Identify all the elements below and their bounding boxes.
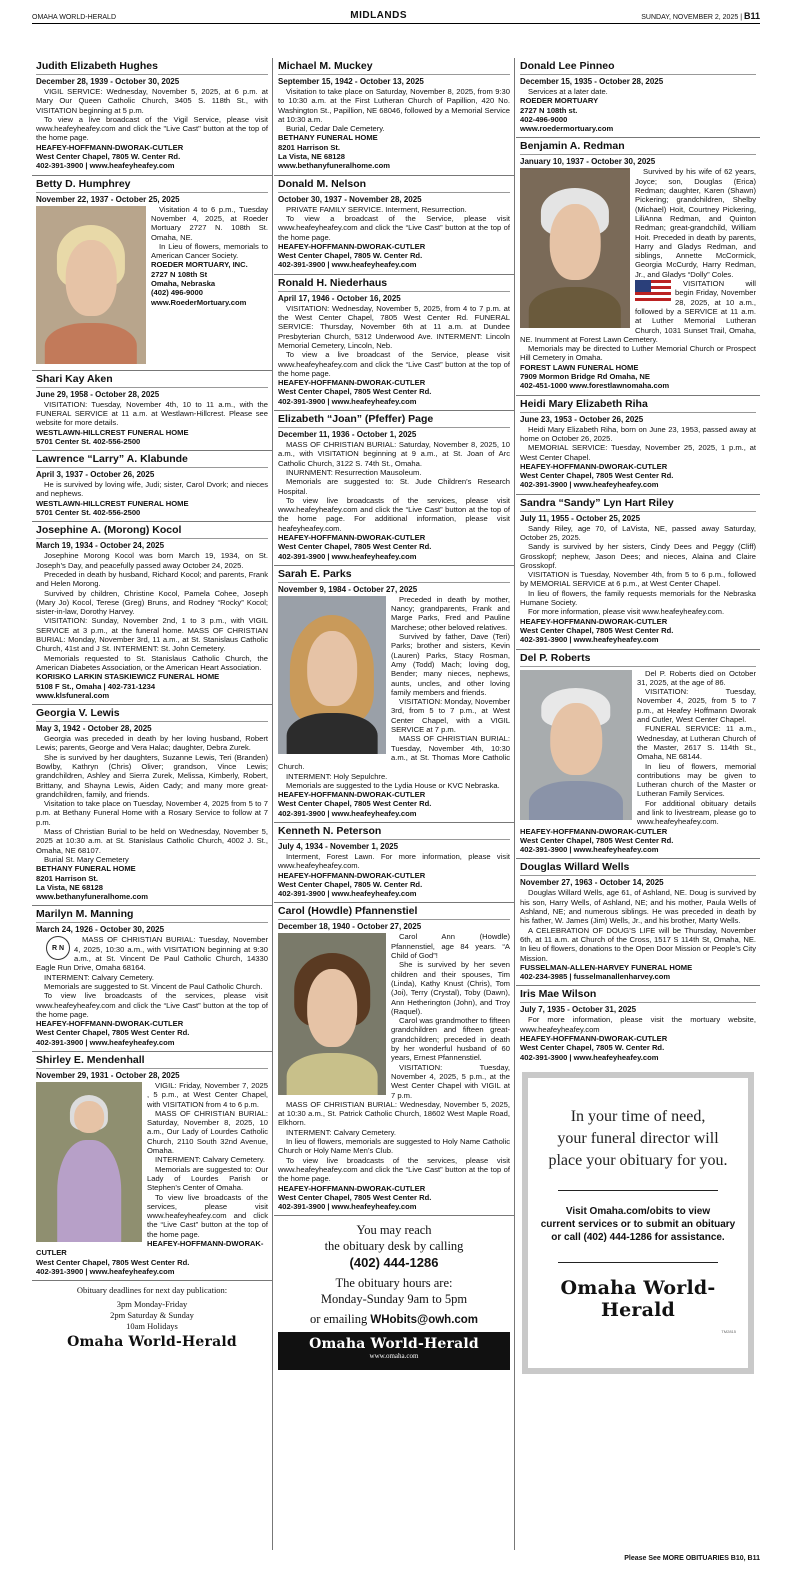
obit-name: Michael M. Muckey bbox=[278, 60, 510, 75]
obit-text: PRIVATE FAMILY SERVICE. Interment, Resurrection. bbox=[286, 204, 467, 214]
obit-text: VISITATION will begin Friday, November 28, 2025, at 10 a.m., followed by a SERVICE at 11 a.m. at Luther Memorial Lutheran Church, 1031 Sunset Trail, Omaha, NE. Inurnment at Forest Lawn Cemetery. bbox=[520, 279, 756, 344]
ad-cta: current services or to submit an obituary bbox=[540, 1218, 736, 1230]
obit-text: VISITATION is Tuesday, November 4th, from 5 to 6 p.m., followed by MEMORIAL SERVICE at 6 p.m., at West Center Chapel. bbox=[520, 570, 756, 589]
obit-dates: November 27, 1963 - October 14, 2025 bbox=[520, 878, 664, 888]
obit-text: Georgia was preceded in death by her loving husband, Robert Lewis; parents, George and Vera Halac; daughter, Debra Zurek. bbox=[36, 734, 268, 753]
obituary-redman bbox=[516, 138, 760, 395]
obit-text: MASS OF CHRISTIAN BURIAL: Tuesday, November 4, 2025, 10:30 a.m., with VISITATION beginning at 9:30 a.m., at St. Vincent De Paul Catholic Church, 14330 Eagle Run Drive, Omaha 68164. bbox=[36, 935, 268, 973]
obit-name: Benjamin A. Redman bbox=[520, 140, 756, 155]
funeral-home: HEAFEY-HOFFMANN-DWORAK-CUTLER bbox=[278, 532, 426, 542]
deadline-weekend: 2pm Saturday & Sunday bbox=[110, 1310, 194, 1321]
obit-text: Memorials may be directed to Luther Memorial Church or Prospect Hill Cemetery in Omaha. bbox=[520, 344, 756, 363]
obituary-niederhaus bbox=[274, 275, 514, 411]
more-obituaries-note: Please See MORE OBITUARIES B10, B11 bbox=[624, 1555, 760, 1562]
obituary-nelson bbox=[274, 176, 514, 275]
funeral-home-address: 7909 Mormon Bridge Rd Omaha, NE bbox=[520, 372, 650, 382]
obit-text: VISITATION: Tuesday, November 4, 2025, 5 p.m., at the West Center Chapel with VIGIL at 7 p.m. bbox=[391, 1062, 510, 1100]
portrait-photo bbox=[520, 670, 632, 820]
funeral-home: HEAFEY-HOFFMANN-DWORAK-CUTLER bbox=[278, 790, 426, 800]
funeral-home: ROEDER MORTUARY bbox=[520, 96, 599, 106]
obit-text: Visitation 4 to 6 p.m., Tuesday November 4, 2025, at Roeder Mortuary 2727 N. 108th St. Omaha, NE. bbox=[151, 204, 268, 242]
obit-name: Josephine A. (Morong) Kocol bbox=[36, 524, 268, 539]
funeral-home: HEAFEY-HOFFMANN-DWORAK-CUTLER bbox=[520, 616, 668, 626]
obit-text: Carol Ann (Howdle) Pfannenstiel, age 84 years. “A Child of God”! bbox=[391, 932, 510, 961]
ad-divider bbox=[558, 1262, 718, 1263]
obit-text: INTERMENT: Holy Sepulchre. bbox=[286, 771, 388, 781]
funeral-home-address: 2727 N 108th st. bbox=[520, 105, 578, 115]
funeral-home: ROEDER MORTUARY, INC. bbox=[151, 260, 248, 270]
funeral-home-address: West Center Chapel, 7805 West Center Rd. bbox=[278, 387, 432, 397]
portrait-photo bbox=[278, 596, 386, 754]
page-number: B11 bbox=[743, 11, 760, 21]
obit-text: In lieu of flowers, memorial contributions may be given to Lutheran church of the Master or Lutheran Family Services. bbox=[637, 761, 756, 799]
obit-text: MASS OF CHRISTIAN BURIAL: Saturday, November 8, 2025, 10 a.m., with VISITATION beginning at 9 a.m., at St. Joan of Arc Catholic Church, 3122 S. 74th St., Omaha. bbox=[278, 440, 510, 468]
owh-logo: Omaha World-Herald bbox=[309, 1336, 479, 1353]
funeral-home: HEAFEY-HOFFMANN-DWORAK-CUTLER bbox=[520, 461, 668, 471]
funeral-home-address: West Center Chapel, 7805 West Center Rd. bbox=[36, 1257, 190, 1267]
funeral-home-contact: 402-391-3900 | www.heafeyheafey.com bbox=[36, 1266, 175, 1276]
funeral-home: FOREST LAWN FUNERAL HOME bbox=[520, 362, 639, 372]
obituary-aken bbox=[32, 371, 272, 451]
obit-text: To view a broadcast of the Service, please visit www.heafeyheafey.com and click the “Live Cast” button at the top of the home page. bbox=[278, 213, 510, 242]
funeral-home: WESTLAWN-HILLCREST FUNERAL HOME bbox=[36, 427, 189, 437]
funeral-home-phone: (402) 496-9000 bbox=[151, 288, 203, 298]
funeral-home-address: West Center Chapel, 7805 West Center Rd. bbox=[520, 625, 674, 635]
funeral-home-contact: 402-234-3985 | fusselmanallenharvey.com bbox=[520, 972, 671, 982]
obit-text: VIGIL SERVICE: Wednesday, November 5, 2025, at 6 p.m. at Mary Our Queen Catholic Church, 3405 S. 118th St., with VISITATION beginning at 5 p.m. bbox=[36, 87, 268, 115]
deadline-heading: Obituary deadlines for next day publication: bbox=[76, 1285, 228, 1296]
funeral-home-address: West Center Chapel, 7805 West Center Rd. bbox=[278, 799, 432, 809]
ad-tagline: place your obituary for you. bbox=[548, 1151, 728, 1169]
funeral-home: HEAFEY-HOFFMANN-DWORAK-CUTLER bbox=[36, 142, 184, 152]
obit-text: Preceded in death by mother, Nancy; grandparents, Frank and Marge Parks, Fred and Pauline Marchese; other beloved relatives. bbox=[391, 594, 510, 632]
obit-text: Carol was grandmother to fifteen grandchildren and fifteen great-grandchildren; preceded in death by her wonderful husband of 60 years, Ernest Pfannenstiel. bbox=[391, 1016, 510, 1063]
obit-dates: September 15, 1942 - October 13, 2025 bbox=[278, 77, 424, 86]
obit-text: He is survived by loving wife, Judi; sister, Carol Dvork; and nieces and nephews. bbox=[36, 480, 268, 499]
obit-name: Donald Lee Pinneo bbox=[520, 60, 756, 75]
funeral-home-address: West Center Chapel, 7805 West Center Rd. bbox=[36, 1028, 190, 1038]
masthead bbox=[32, 10, 760, 24]
obit-text: To view live broadcasts of the services, please visit www.heafeyheafey.com and click the “Live Cast” button at the top of the home page. bbox=[36, 991, 268, 1019]
obit-text: MASS OF CHRISTIAN BURIAL: Wednesday, November 5, 2025, at 10:30 a.m., St. Patrick Catholic Church, 18602 West Maple Road, Elkhorn. bbox=[278, 1099, 510, 1128]
funeral-home-city: Omaha, Nebraska bbox=[151, 279, 216, 289]
obit-dates: March 24, 1926 - October 30, 2025 bbox=[36, 925, 165, 935]
obituary-mendenhall bbox=[32, 1052, 272, 1281]
obit-text: Heidi Mary Elizabeth Riha, born on June 23, 1953, passed away at home on October 26, 2025. bbox=[520, 424, 756, 443]
obit-name: Judith Elizabeth Hughes bbox=[36, 60, 268, 75]
desk-text: the obituary desk by calling bbox=[324, 1239, 464, 1254]
funeral-home-address: West Center Chapel, 7805 W. Center Rd. bbox=[520, 1043, 665, 1053]
funeral-home-contact: 402-391-3900 | www.heafeyheafey.com bbox=[278, 551, 417, 561]
funeral-home: FUSSELMAN-ALLEN-HARVEY FUNERAL HOME bbox=[520, 962, 693, 972]
obit-text: Interment, Forest Lawn. For more information, please visit www.heafeyheafey.com. bbox=[278, 852, 510, 871]
obit-text: To view live broadcasts of the services, please visit www.heafeyheafey.com and click the “Live Cast” button at the top of the home page. bbox=[278, 1155, 510, 1184]
obit-text: For more information, please visit the mortuary website, www.heafeyheafey.com bbox=[520, 1015, 756, 1034]
funeral-home-address: West Center Chapel, 7805 West Center Rd. bbox=[520, 471, 674, 481]
obit-dates: July 7, 1935 - October 31, 2025 bbox=[520, 1005, 637, 1015]
obit-text: Memorials are suggested to: St. Jude Children’s Research Hospital. bbox=[278, 477, 510, 496]
obituary-wells bbox=[516, 859, 760, 986]
obituary-humphrey bbox=[32, 176, 272, 371]
obit-name: Carol (Howdle) Pfannenstiel bbox=[278, 905, 510, 920]
funeral-home: HEAFEY-HOFFMANN-DWORAK-CUTLER bbox=[278, 378, 426, 388]
column-3 bbox=[516, 58, 760, 1550]
obit-dates: November 22, 1937 - October 25, 2025 bbox=[36, 194, 180, 204]
obit-text: MASS OF CHRISTIAN BURIAL: Saturday, November 8, 2025, 10 a.m., Our Lady of Lourdes Catholic Church, 2110 South 32nd Avenue, Omaha. bbox=[147, 1108, 268, 1156]
obit-text: In lieu of flowers, memorials are suggested to Holy Name Catholic Church or Holy Name Men’s Club. bbox=[278, 1137, 510, 1156]
obituary-lewis bbox=[32, 705, 272, 906]
obituary-desk-notice bbox=[274, 1216, 514, 1370]
obit-name: Iris Mae Wilson bbox=[520, 988, 756, 1003]
obituary-manning bbox=[32, 906, 272, 1052]
ad-tagline: In your time of need, bbox=[570, 1107, 706, 1125]
obit-text: VIGIL: Friday, November 7, 2025 , 5 p.m., at West Center Chapel, with VISITATION from 4 to 6 p.m. bbox=[147, 1081, 268, 1109]
deadline-weekday: 3pm Monday-Friday bbox=[116, 1299, 188, 1310]
portrait-photo bbox=[36, 1082, 142, 1242]
obit-text: INTERMENT: Calvary Cemetery. bbox=[155, 1155, 265, 1165]
obit-text: Preceded in death by husband, Richard Kocol; and parents, Frank and Helen Morong. bbox=[36, 569, 268, 589]
ad-divider bbox=[558, 1190, 718, 1191]
funeral-home: HEAFEY-HOFFMANN-DWORAK-CUTLER bbox=[520, 1034, 668, 1044]
ad-cta: or call (402) 444-1286 for assistance. bbox=[551, 1231, 725, 1243]
obit-dates: March 19, 1934 - October 24, 2025 bbox=[36, 541, 165, 551]
obit-text: VISITATION: Tuesday, November 4th, 10 to 11 a.m., with the FUNERAL SERVICE at 11 a.m. at Westlawn-Hillcrest. Please see website for more details. bbox=[36, 399, 268, 428]
portrait-photo bbox=[278, 933, 386, 1095]
obit-text: To view live broadcasts of the services, please visit www.heafeyheafey.com and click the “Live Cast” button at the top of the home page. For additional information, please visit heafeyheafey.com. bbox=[278, 495, 510, 533]
obit-text: Memorials requested to St. Stanislaus Catholic Church, the American Diabetes Association, or the American Heart Association. bbox=[36, 653, 268, 672]
funeral-home-address: West Center Chapel, 7805 W. Center Rd. bbox=[36, 152, 181, 162]
obit-text: Survived by father, Dave (Teri) Parks; brother and sisters, Kevin (Lauren) Parks, Stacy Rosman, Amy (Todd) Mach; loving dog, Bender; many nieces, nephews, aunts, uncles, and other loving family members and friends. bbox=[391, 632, 510, 697]
obit-name: Marilyn M. Manning bbox=[36, 908, 268, 923]
obituary-roberts bbox=[516, 650, 760, 860]
funeral-home-address: 2727 N 108th St bbox=[151, 269, 208, 279]
obit-text: She is survived by her seven children and their spouses, Tim (Linda), Kathy Knust (Chris), Tom (Joi), Terry (Crystal), Toby (Dawn), Ann Hetherington (John), and Troy (Raquel). bbox=[391, 960, 510, 1016]
obit-text: She is survived by her daughters, Suzanne Lewis, Teri (Branden) Bowlby, Kathryn (Chris) Oliver; grandson, Vince Lewis; grandchildren, Ashley and Sierra Zurek, Melissa, Kimberly, Robert, Brittany, and Shayna Lewis, Aiden Cady; and many more great-grandchildren, family, and friends. bbox=[36, 752, 268, 799]
desk-phone: (402) 444-1286 bbox=[349, 1255, 439, 1271]
funeral-home-address: 8201 Harrison St. bbox=[36, 873, 99, 883]
obit-text: To view a live broadcast of the Vigil Service, please visit www.heafeyheafey.com and click the "Live Cast" button at the top of the home page. bbox=[36, 114, 268, 143]
obituary-klabunde bbox=[32, 451, 272, 522]
obit-dates: June 23, 1953 - October 26, 2025 bbox=[520, 414, 644, 424]
desk-hours: Monday-Sunday 9am to 5pm bbox=[320, 1292, 468, 1307]
funeral-home: HEAFEY-HOFFMANN-DWORAK-CUTLER bbox=[278, 1183, 426, 1193]
funeral-home-address: West Center Chapel, 7805 West Center Rd. bbox=[278, 542, 432, 552]
obituary-parks bbox=[274, 566, 514, 823]
obit-text: Visitation to take place on Tuesday, November 4, 2025 from 5 to 7 p.m. at Bethany Funeral Home with a Rosary Service to follow at 7 p.m. bbox=[36, 799, 268, 827]
obit-text: INURNMENT: Resurrection Mausoleum. bbox=[286, 467, 422, 477]
obit-dates: May 3, 1942 - October 28, 2025 bbox=[36, 724, 152, 734]
funeral-home-contact: 402-391-3900 | www.heafeyheafey.com bbox=[36, 1037, 175, 1047]
portrait-photo bbox=[36, 206, 146, 364]
funeral-home-contact: 402-391-3900 | www.heafeyheafey.com bbox=[278, 889, 417, 899]
ad-tagline: your funeral director will bbox=[557, 1129, 719, 1147]
obit-name: Ronald H. Niederhaus bbox=[278, 277, 510, 292]
funeral-home-contact: 402-451-1000 www.forestlawnomaha.com bbox=[520, 381, 670, 391]
owh-logo: Omaha World-Herald bbox=[67, 1334, 237, 1351]
obit-text: Josephine Morong Kocol was born March 19, 1934, on St. Joseph’s Day, and peacefully passed away October 24, 2025. bbox=[36, 551, 268, 570]
obit-text: Mass of Christian Burial to be held on Wednesday, November 5, 2025 at 10:30 a.m. at St. Stanislaus Catholic Church, 4002 J. St., Omaha, NE 68107. bbox=[36, 827, 268, 855]
obit-text: In lieu of flowers, the family requests memorials for the Nebraska Humane Society. bbox=[520, 588, 756, 608]
obituary-riley bbox=[516, 495, 760, 650]
funeral-home-contact: 402-391-3900 | www.heafeyheafey.com bbox=[520, 1052, 659, 1062]
obit-text: MEMORIAL SERVICE: Tuesday, November 25, 2025, 1 p.m., at West Center Chapel. bbox=[520, 443, 756, 462]
obit-text: FUNERAL SERVICE: 11 a.m., Wednesday, at Lutheran Church of the Master, 2617 S. 114th St., Omaha, NE 68144. bbox=[637, 724, 756, 762]
obituary-page bbox=[274, 411, 514, 566]
funeral-home: HEAFEY-HOFFMANN-DWORAK-CUTLER bbox=[36, 1239, 264, 1258]
obit-dates: October 30, 1937 - November 28, 2025 bbox=[278, 194, 422, 204]
obit-text: Memorials are suggested to the Lydia House or KVC Nebraska. bbox=[286, 780, 500, 790]
obit-name: Heidi Mary Elizabeth Riha bbox=[520, 398, 756, 413]
funeral-home-contact: 402-391-3900 | www.heafeyheafey.com bbox=[36, 161, 175, 171]
desk-hours-label: The obituary hours are: bbox=[335, 1276, 453, 1291]
funeral-home-address: West Center Chapel, 7805 West Center Rd. bbox=[520, 835, 674, 845]
obit-text: Douglas Willard Wells, age 61, of Ashland, NE. Doug is survived by his son, Harry Wells, of Ashland, NE; and his mother, Paula Wells of Ashland, NE; and numerous siblings. He was preceded in death by his father, W. James (Jim) Wells, Jr., and his brother, Marty Wells. bbox=[520, 888, 756, 926]
funeral-home-contact: 402-391-3900 | www.heafeyheafey.com bbox=[278, 260, 417, 270]
funeral-home-address: West Center Chapel, 7805 W. Center Rd. bbox=[278, 251, 423, 261]
desk-text: You may reach bbox=[356, 1223, 432, 1238]
funeral-home-address: 5701 Center St. 402-556-2500 bbox=[36, 508, 141, 518]
funeral-home-web: www.bethanyfuneralhome.com bbox=[278, 161, 390, 171]
portrait-photo bbox=[520, 168, 630, 328]
ad-code: TM2815 bbox=[721, 1328, 736, 1334]
american-flag-icon bbox=[635, 280, 671, 302]
obit-dates: April 3, 1937 - October 26, 2025 bbox=[36, 470, 155, 480]
paper-name: OMAHA WORLD-HERALD bbox=[32, 14, 117, 21]
obituary-pfannenstiel bbox=[274, 903, 514, 1216]
funeral-home-address: 5108 F St., Omaha | 402-731-1234 bbox=[36, 681, 156, 691]
obit-name: Kenneth N. Peterson bbox=[278, 825, 510, 840]
ad-cta: Visit Omaha.com/obits to view bbox=[565, 1205, 711, 1217]
section-title: MIDLANDS bbox=[350, 10, 408, 21]
funeral-home-address: West Center Chapel, 7805 W. Center Rd. bbox=[278, 879, 423, 889]
obit-text: To view a live broadcast of the Service, please visit www.heafeyheafey.com and click the “Live Cast” button at the top of the home page. bbox=[278, 350, 510, 378]
obit-text: VISITATION: Monday, November 3rd, from 5 to 7 p.m., at West Center Chapel, with a VIGIL SERVICE at 7 p.m. bbox=[391, 697, 510, 735]
funeral-home-contact: 402-391-3900 | www.heafeyheafey.com bbox=[278, 396, 417, 406]
obit-dates: January 10, 1937 - October 30, 2025 bbox=[520, 157, 656, 167]
funeral-home: HEAFEY-HOFFMANN-DWORAK-CUTLER bbox=[520, 826, 668, 836]
obit-dates: April 17, 1946 - October 16, 2025 bbox=[278, 293, 401, 303]
obituary-muckey bbox=[274, 58, 514, 176]
obituary-wilson bbox=[516, 986, 760, 1065]
obit-name: Shari Kay Aken bbox=[36, 373, 268, 388]
funeral-home-contact: 402-391-3900 | www.heafeyheafey.com bbox=[278, 1202, 417, 1212]
obit-text: For more information, please visit www.heafeyheafey.com. bbox=[528, 607, 725, 617]
obit-name: Sandra “Sandy” Lyn Hart Riley bbox=[520, 497, 756, 512]
obit-text: For additional obituary details and link to livestream, please go to www.heafeyheafey.com. bbox=[637, 798, 756, 827]
obit-text: Visitation to take place on Saturday, November 8, 2025, from 9:30 to 10:30 a.m. at the First Lutheran Church of Papillion, 420 No. Washington St., Papillion, NE 68046, followed by a Memorial Service at 10:30 a.m. bbox=[278, 87, 510, 124]
funeral-home-web: www.roedermortuary.com bbox=[520, 124, 614, 134]
funeral-home-phone: 402-496-9000 bbox=[520, 114, 568, 124]
funeral-home-web: www.klsfuneral.com bbox=[36, 690, 110, 700]
funeral-home: HEAFEY-HOFFMANN-DWORAK-CUTLER bbox=[278, 241, 426, 251]
nurse-emblem-icon: R N bbox=[46, 936, 70, 960]
obit-text: Sandy Riley, age 70, of LaVista, NE, passed away Saturday, October 25, 2025. bbox=[520, 523, 756, 542]
funeral-home: BETHANY FUNERAL HOME bbox=[278, 133, 378, 143]
owh-logo-bar bbox=[278, 1332, 510, 1370]
obit-dates: December 28, 1939 - October 30, 2025 bbox=[36, 77, 180, 86]
obit-dates: November 29, 1931 - October 28, 2025 bbox=[36, 1071, 180, 1080]
funeral-home-web: www.bethanyfuneralhome.com bbox=[36, 892, 148, 902]
obit-text: Memorials are suggested to: Our Lady of Lourdes Parish or Stephen’s Center of Omaha. bbox=[147, 1164, 268, 1193]
obit-text: Memorials are suggested to St. Vincent de Paul Catholic Church. bbox=[44, 981, 263, 991]
deadline-notice bbox=[32, 1281, 272, 1350]
obit-text: Survived by children, Christine Kocol, Pamela Cohee, Joseph (Mary Jo) Kocol, Terese (Greg) Bruns, and Rodney “Rocky” Kocol; sister-in-law, Dorothy Harvey. bbox=[36, 588, 268, 617]
funeral-home: KORISKO LARKIN STASKIEWICZ FUNERAL HOME bbox=[36, 672, 220, 682]
funeral-home-address: West Center Chapel, 7805 West Center Rd. bbox=[278, 1192, 432, 1202]
obit-text: INTERMENT: Calvary Cemetery. bbox=[286, 1127, 396, 1137]
obit-dates: December 18, 1940 - October 27, 2025 bbox=[278, 922, 422, 932]
obit-dates: November 9, 1984 - October 27, 2025 bbox=[278, 584, 418, 594]
funeral-home: WESTLAWN-HILLCREST FUNERAL HOME bbox=[36, 498, 189, 508]
obit-text: Burial, Cedar Dale Cemetery. bbox=[286, 124, 385, 134]
obit-dates: July 4, 1934 - November 1, 2025 bbox=[278, 842, 399, 851]
funeral-home-contact: 402-391-3900 | www.heafeyheafey.com bbox=[520, 635, 659, 645]
obit-dates: December 15, 1935 - October 28, 2025 bbox=[520, 77, 664, 86]
funeral-home: HEAFEY-HOFFMANN-DWORAK-CUTLER bbox=[36, 1019, 184, 1029]
obit-text: MASS OF CHRISTIAN BURIAL: Tuesday, November 4th, 10:30 a.m., at St. Thomas More Catholic Church. bbox=[278, 734, 510, 772]
obit-name: Donald M. Nelson bbox=[278, 178, 510, 193]
obituary-pinneo bbox=[516, 58, 760, 138]
funeral-home-address: 8201 Harrison St. bbox=[278, 142, 341, 152]
obit-name: Betty D. Humphrey bbox=[36, 178, 268, 193]
funeral-home-contact: 402-391-3900 | www.heafeyheafey.com bbox=[520, 845, 659, 855]
obit-text: Survived by his wife of 62 years, Joyce; son, Douglas (Erica) Redman; daughter, Karen (Shawn) Pickering; grandchildren, Shelby (Michael) Hoit, Courtney Pickering, LiliAnna Redman, and Quinton Redman; great-grandchild, William Hoit. Preceded in death by parents, Harry and Gladys Redman, and siblings, Annette McCormick, Georgia McCurdy, Harry Redman, Jr., and Gladys “Dolly” Coles. bbox=[635, 167, 756, 279]
desk-email-line: or emailing WHobits@owh.com bbox=[309, 1312, 479, 1327]
obit-text: INTERMENT: Calvary Cemetery. bbox=[44, 972, 154, 982]
funeral-home-city: La Vista, NE 68128 bbox=[278, 152, 345, 162]
owh-logo: Omaha World-Herald bbox=[560, 1276, 716, 1321]
obit-text: Burial St. Mary Cemetery bbox=[44, 854, 129, 864]
obit-text: VISITATION: Wednesday, November 5, 2025, from 4 to 7 p.m. at the West Center Chapel, 7805 West Center Rd. FUNERAL SERVICE: Thursday, November 6th at 11 a.m. at Dundee Presbyterian Church, 5312 Underwood Ave. INTERMENT: Lincoln Memorial Cemetery, Lincoln, Neb. bbox=[278, 303, 510, 350]
obit-text: VISITATION: Sunday, November 2nd, 1 to 3 p.m., with VIGIL SERVICE at 3 p.m., at the funeral home. MASS OF CHRISTIAN BURIAL: Monday, November 3rd, 11 a.m., at St. Stanislaus Catholic Church, 41st and J St. INTERMENT: St. John Cemetery. bbox=[36, 616, 268, 654]
obit-text: Services at a later date. bbox=[528, 87, 608, 96]
funeral-home: HEAFEY-HOFFMANN-DWORAK-CUTLER bbox=[278, 870, 426, 880]
desk-email: WHobits@owh.com bbox=[370, 1314, 479, 1327]
obit-text: In Lieu of flowers, memorials to American Cancer Society. bbox=[151, 241, 268, 261]
funeral-home-contact: 402-391-3900 | www.heafeyheafey.com bbox=[278, 808, 417, 818]
obituary-peterson bbox=[274, 823, 514, 903]
obit-text: VISITATION: Tuesday, November 4, 2025, from 5 to 7 p.m., at Heafey Hoffmann Dworak and Cutler, West Center Chapel. bbox=[637, 687, 756, 725]
funeral-home-city: La Vista, NE 68128 bbox=[36, 882, 103, 892]
obit-name: Sarah E. Parks bbox=[278, 568, 510, 583]
funeral-home: BETHANY FUNERAL HOME bbox=[36, 864, 136, 874]
obit-name: Elizabeth “Joan” (Pfeffer) Page bbox=[278, 413, 510, 428]
obit-dates: July 11, 1955 - October 25, 2025 bbox=[520, 513, 641, 523]
submit-obituary-ad bbox=[522, 1072, 754, 1374]
obit-name: Del P. Roberts bbox=[520, 652, 756, 667]
obit-dates: December 11, 1936 - October 1, 2025 bbox=[278, 430, 417, 440]
obit-name: Georgia V. Lewis bbox=[36, 707, 268, 722]
funeral-home-contact: 402-391-3900 | www.heafeyheafey.com bbox=[520, 480, 659, 490]
page-info: SUNDAY, NOVEMBER 2, 2025 | B11 bbox=[641, 11, 760, 21]
obit-name: Lawrence “Larry” A. Klabunde bbox=[36, 453, 268, 468]
obit-text: Sandy is survived by her sisters, Cindy Dees and Peggy (Cliff) Grosskopf; nephew, Jason Dees; and nieces, Alaina and Claire Grosskopf. bbox=[520, 542, 756, 570]
column-2 bbox=[274, 58, 515, 1550]
obit-dates: June 29, 1958 - October 28, 2025 bbox=[36, 389, 160, 399]
column-1 bbox=[32, 58, 273, 1550]
obituary-riha bbox=[516, 396, 760, 495]
obituary-hughes bbox=[32, 58, 272, 176]
obit-text: A CELEBRATION OF DOUG’S LIFE will be Thursday, November 6th, at 11 a.m. at Church of the Cross, 1517 S 114th St, Omaha, NE. In lieu of flowers, donations to the Open Door Mission or People’s City Mission. bbox=[520, 925, 756, 963]
obit-text: Del P. Roberts died on October 31, 2025, at the age of 86. bbox=[637, 668, 756, 687]
obit-name: Shirley E. Mendenhall bbox=[36, 1054, 268, 1069]
obit-text: To view live broadcasts of the services, please visit www.heafeyheafey.com and click the “Live Cast” button at the top of the home page. bbox=[147, 1192, 268, 1239]
obit-name: Douglas Willard Wells bbox=[520, 861, 756, 876]
funeral-home-address: 5701 Center St. 402-556-2500 bbox=[36, 436, 141, 446]
obituary-kocol bbox=[32, 522, 272, 705]
deadline-holiday: 10am Holidays bbox=[126, 1321, 178, 1332]
funeral-home-web: www.RoederMortuary.com bbox=[151, 297, 247, 307]
owh-web: www.omaha.com bbox=[369, 1352, 419, 1361]
